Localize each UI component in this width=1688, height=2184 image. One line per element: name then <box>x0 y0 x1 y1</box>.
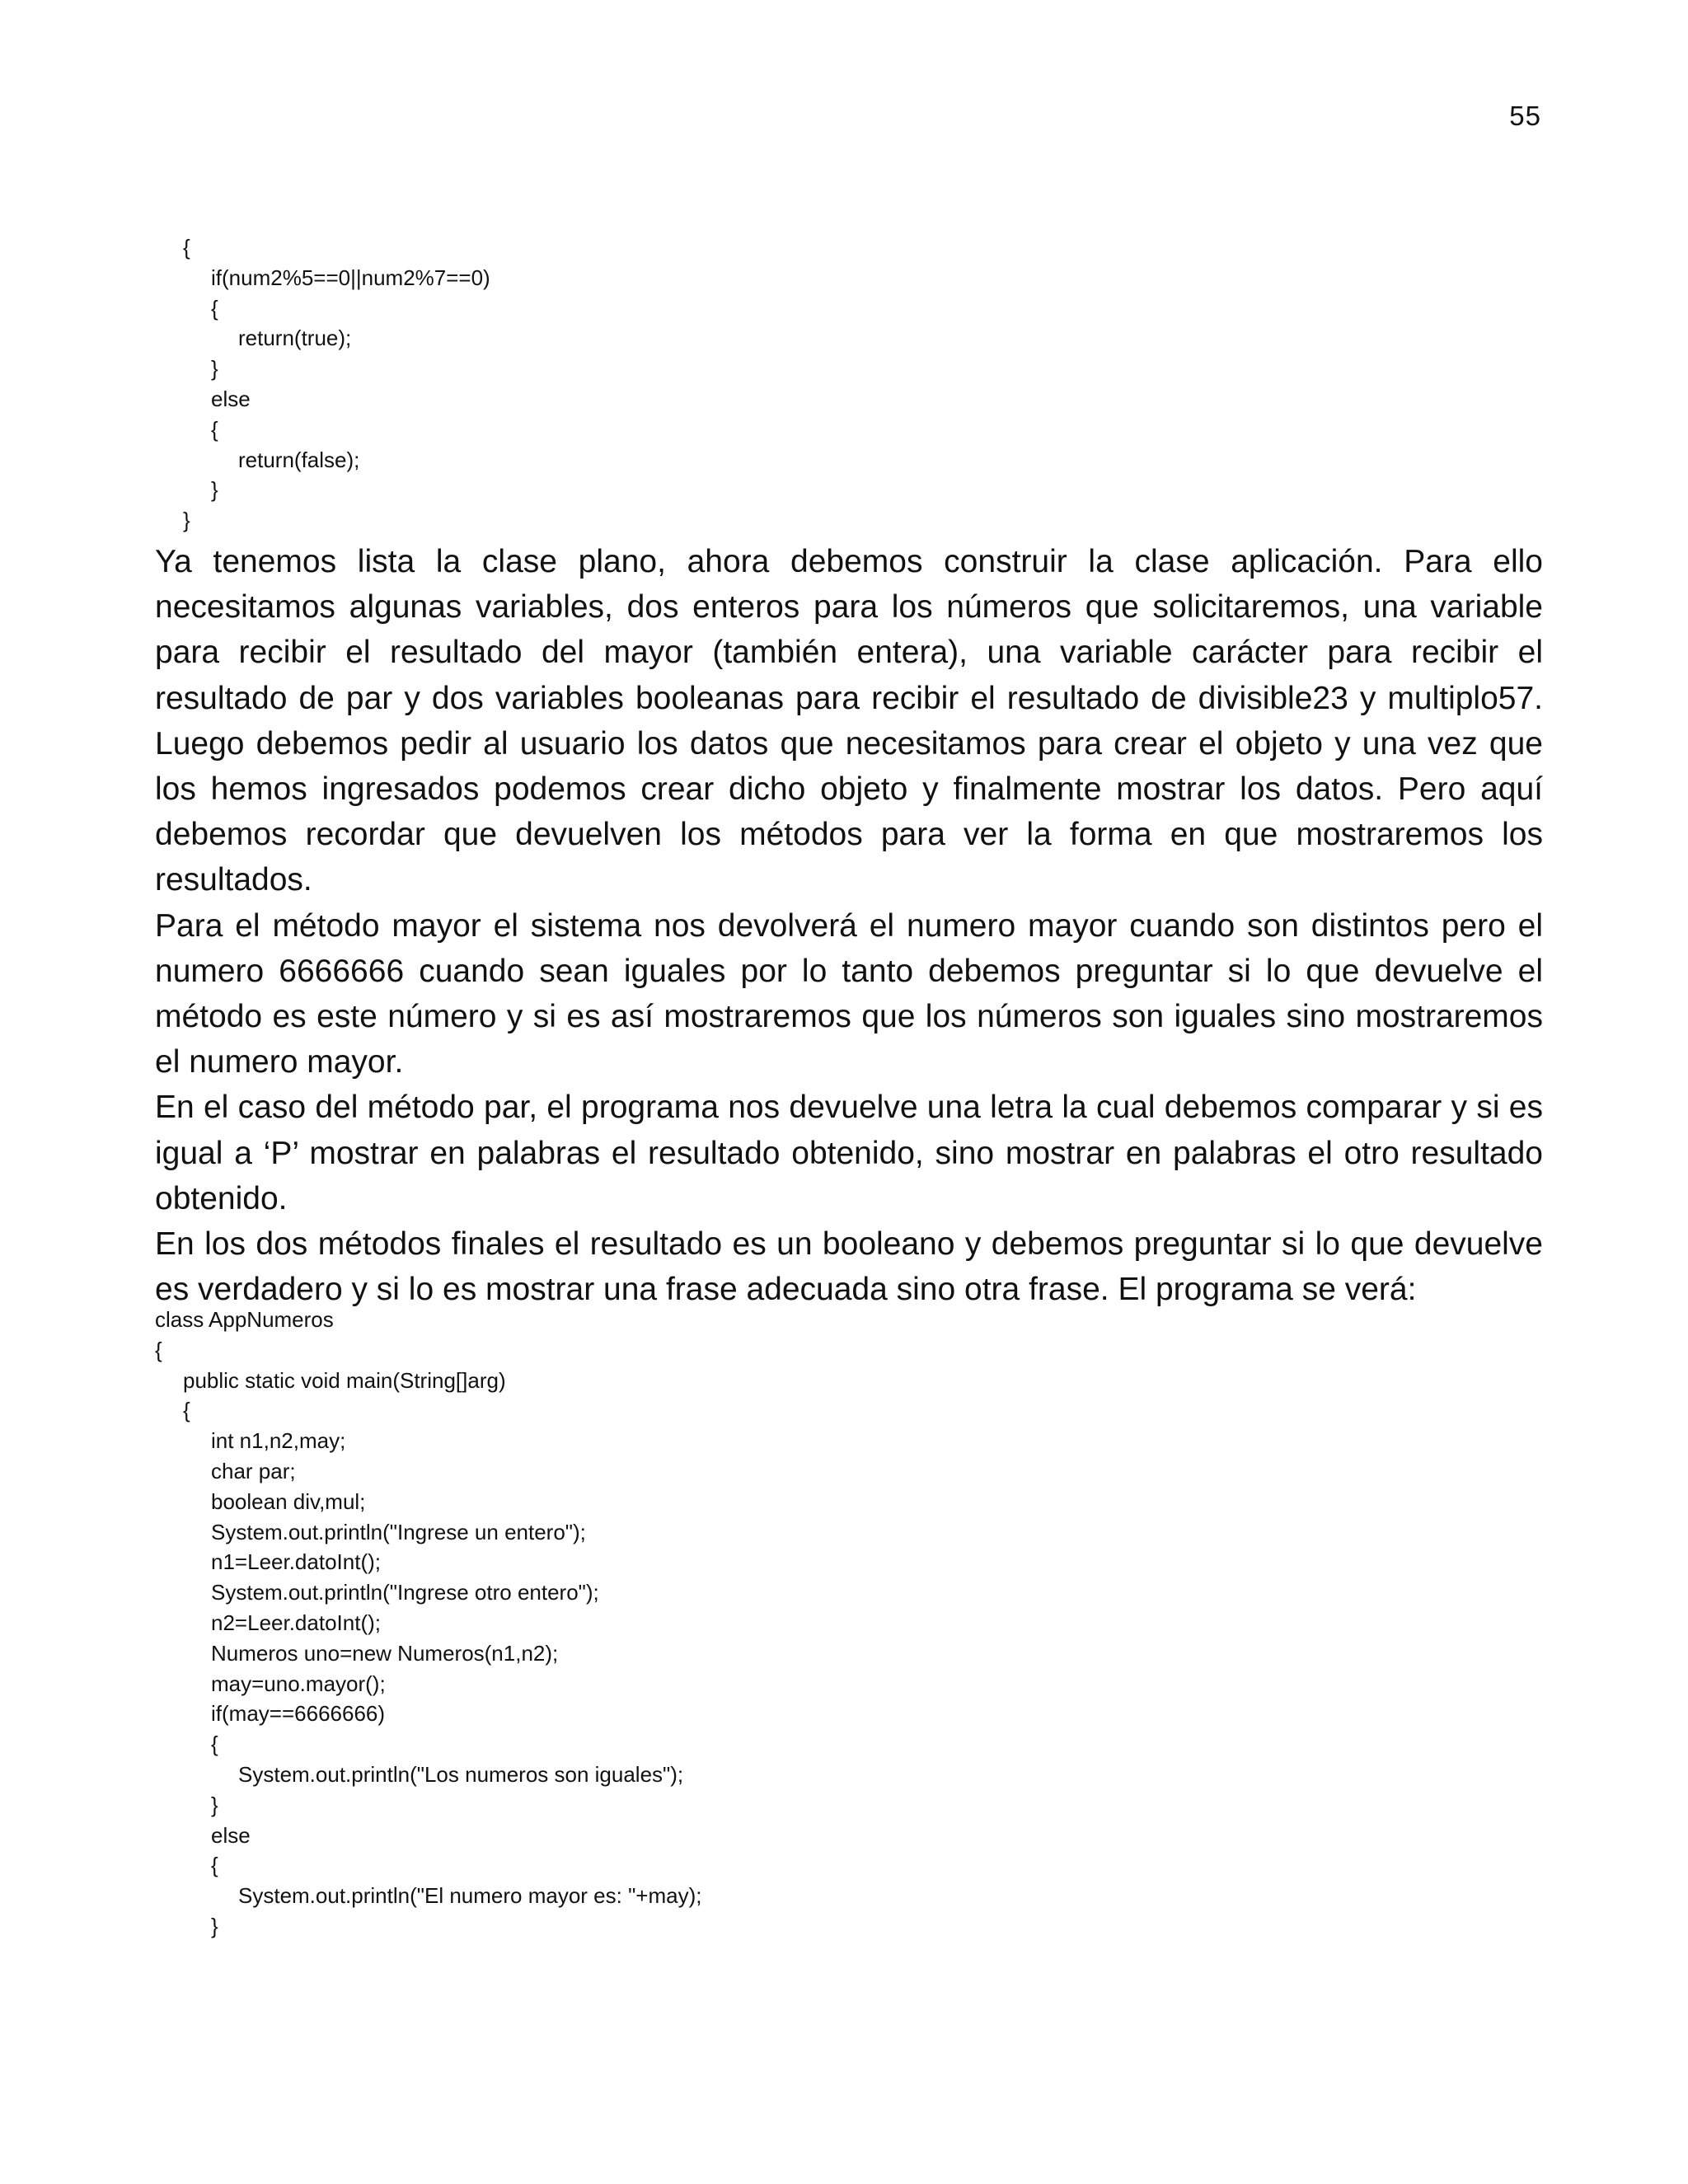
code-line: } <box>211 477 218 503</box>
code-block-top <box>155 232 490 536</box>
code-line: n1=Leer.datoInt(); <box>211 1549 381 1575</box>
prose <box>155 539 1543 1312</box>
code-line: int n1,n2,may; <box>211 1428 346 1454</box>
code-line: else <box>211 386 251 411</box>
code-line: System.out.println("Los numeros son iguales"); <box>238 1761 684 1787</box>
code-block-bottom <box>155 1305 701 1942</box>
code-line: System.out.println("Ingrese otro entero"); <box>211 1580 599 1605</box>
code-line: Numeros uno=new Numeros(n1,n2); <box>211 1640 559 1666</box>
code-line: { <box>211 416 218 442</box>
code-line: } <box>211 356 218 382</box>
code-line: if(num2%5==0||num2%7==0) <box>211 265 490 290</box>
paragraph: Para el método mayor el sistema nos devolverá el numero mayor cuando son distintos pero el numero 6666666 cuando sean iguales por lo tanto debemos preguntar si lo que devuelve el método es este número y si es así mostraremos que los números son iguales sino mostraremos el numero mayor. <box>155 907 1543 1080</box>
code-line: n2=Leer.datoInt(); <box>211 1610 381 1635</box>
paragraph: Ya tenemos lista la clase plano, ahora debemos construir la clase aplicación. Para ello necesitamos algunas variables, dos enteros para los números que solicitaremos, una variable para recibir el resultado del mayor (también entera), una variable carácter para recibir el resultado de par y dos variables booleanas para recibir el resultado de divisible23 y multiplo57. Luego debemos pedir al usuario los datos que necesitamos para crear el objeto y una vez que los hemos ingresados podemos crear dicho objeto y finalmente mostrar los datos. Pero aquí debemos recordar que devuelven los métodos para ver la forma en que mostraremos los resultados. <box>155 544 1543 898</box>
code-line: return(false); <box>238 447 360 472</box>
code-line: boolean div,mul; <box>211 1488 366 1514</box>
page-number: 55 <box>1509 101 1541 131</box>
code-line: return(true); <box>238 326 352 351</box>
code-line: if(may==6666666) <box>211 1701 386 1727</box>
code-line: { <box>211 1853 218 1878</box>
code-line: class AppNumeros <box>155 1307 334 1332</box>
code-line: System.out.println("El numero mayor es: "+may); <box>238 1883 702 1909</box>
code-line: { <box>211 1732 218 1757</box>
code-line: } <box>211 1792 218 1817</box>
code-line: { <box>155 1337 162 1362</box>
code-line: } <box>211 1913 218 1938</box>
code-line: public static void main(String[]arg) <box>183 1367 506 1393</box>
paragraph: En el caso del método par, el programa nos devuelve una letra la cual debemos comparar y si es igual a ‘P’ mostrar en palabras el resultado obtenido, sino mostrar en palabras el otro resultado obtenido. <box>155 1090 1543 1216</box>
code-line: may=uno.mayor(); <box>211 1671 386 1696</box>
code-line: char par; <box>211 1458 296 1483</box>
code-line: { <box>211 295 218 321</box>
code-line: { <box>183 1398 190 1423</box>
paragraph: En los dos métodos finales el resultado es un booleano y debemos preguntar si lo que devuelve es verdadero y si lo es mostrar una frase adecuada sino otra frase. El programa se verá: <box>155 1226 1543 1308</box>
code-line: System.out.println("Ingrese un entero"); <box>211 1519 586 1544</box>
code-line: } <box>183 508 190 533</box>
code-line: else <box>211 1822 251 1848</box>
code-line: { <box>183 235 190 260</box>
